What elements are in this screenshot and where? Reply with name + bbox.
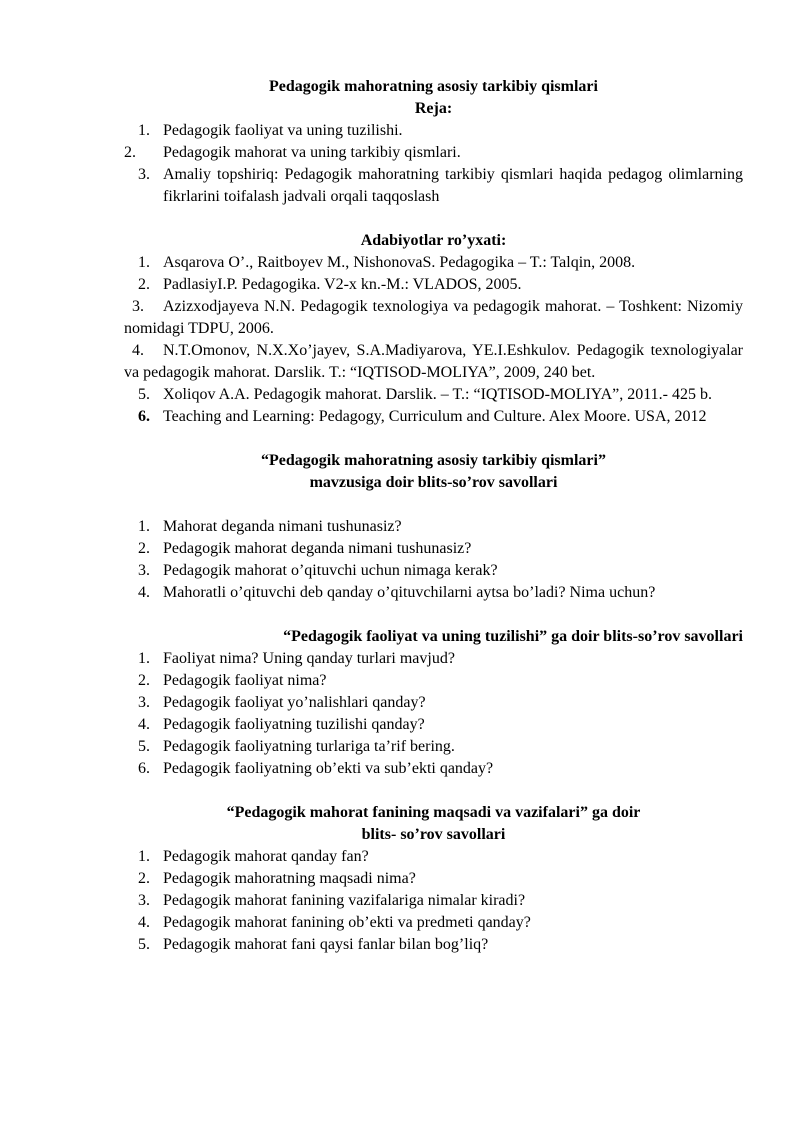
list-item <box>124 274 743 296</box>
list-item <box>124 868 743 890</box>
list-item <box>124 736 743 758</box>
item-number: 1. <box>138 254 150 271</box>
item-text: Pedagogik mahorat deganda nimani tushunasiz? <box>163 540 472 557</box>
item-text: Pedagogik faoliyat va uning tuzilishi. <box>163 122 403 139</box>
list-item <box>124 538 743 560</box>
section3-title-line2: blits- so’rov savollari <box>361 826 506 843</box>
item-text: Pedagogik faoliyatning turlariga ta’rif bering. <box>163 738 455 755</box>
item-text: Pedagogik mahorat fani qaysi fanlar bilan bog’liq? <box>163 936 489 953</box>
document-title: Pedagogik mahoratning asosiy tarkibiy qismlari <box>269 78 598 95</box>
item-number: 4. <box>138 914 150 931</box>
item-number: 6. <box>138 408 150 425</box>
list-item <box>124 714 743 736</box>
item-number: 4. <box>132 342 144 359</box>
item-text: Xoliqov A.A. Pedagogik mahorat. Darslik. – T.: “IQTISOD-MOLIYA”, 2011.- 425 b. <box>163 386 712 403</box>
item-text: Amaliy topshiriq: Pedagogik mahoratning tarkibiy qismlari haqida pedagog olimlarning fikrlarini toifalash jadvali orqali taqqoslash <box>163 166 743 205</box>
item-text: Azizxodjayeva N.N. Pedagogik texnologiya va pedagogik mahorat. – Toshkent: Nizomiy nomidagi TDPU, 2006. <box>124 298 743 337</box>
item-number: 2. <box>138 672 150 689</box>
item-text: Pedagogik mahorat va uning tarkibiy qismlari. <box>163 144 461 161</box>
item-number: 6. <box>138 760 150 777</box>
item-text: Pedagogik faoliyatning tuzilishi qanday? <box>163 716 425 733</box>
item-text: Pedagogik mahorat fanining ob’ekti va predmeti qanday? <box>163 914 531 931</box>
list-item <box>124 890 743 912</box>
document-page <box>124 76 743 956</box>
list-item <box>124 648 743 670</box>
item-text: Teaching and Learning: Pedagogy, Curriculum and Culture. Alex Moore. USA, 2012 <box>163 408 707 425</box>
list-item <box>124 846 743 868</box>
literature-list <box>124 252 743 428</box>
item-text: N.T.Omonov, N.X.Xo’jayev, S.A.Madiyarova, YE.I.Eshkulov. Pedagogik texnologiyalar va pedagogik mahorat. Darslik. T.: “IQTISOD-MOLIYA”, 2009, 240 bet. <box>124 342 743 381</box>
section3-title-line1: “Pedagogik mahorat fanining maqsadi va vazifalari” ga doir <box>226 804 641 821</box>
list-item <box>124 340 743 384</box>
section3-questions <box>124 846 743 956</box>
list-item <box>124 142 743 164</box>
item-number: 3. <box>138 166 150 183</box>
item-number: 3. <box>138 562 150 579</box>
item-text: Pedagogik faoliyatning ob’ekti va sub’ekti qanday? <box>163 760 494 777</box>
item-number: 1. <box>138 650 150 667</box>
item-number: 1. <box>138 122 150 139</box>
item-text: Pedagogik faoliyat nima? <box>163 672 327 689</box>
item-number: 5. <box>138 386 150 403</box>
item-number: 5. <box>138 936 150 953</box>
item-number: 1. <box>138 848 150 865</box>
plan-list <box>124 120 743 208</box>
list-item <box>124 296 743 340</box>
list-item <box>124 516 743 538</box>
item-number: 1. <box>138 518 150 535</box>
item-number: 5. <box>138 738 150 755</box>
item-text: Pedagogik mahorat fanining vazifalariga nimalar kiradi? <box>163 892 526 909</box>
item-text: Pedagogik mahoratning maqsadi nima? <box>163 870 416 887</box>
item-text: Pedagogik mahorat qanday fan? <box>163 848 369 865</box>
list-item <box>124 670 743 692</box>
section1-questions <box>124 516 743 604</box>
section2-title: “Pedagogik faoliyat va uning tuzilishi” ga doir blits-so’rov savollari <box>283 628 743 645</box>
list-item <box>124 934 743 956</box>
item-number: 2. <box>124 144 136 161</box>
list-item <box>124 384 743 406</box>
item-number: 4. <box>138 584 150 601</box>
plan-heading: Reja: <box>414 100 453 117</box>
item-text: Pedagogik mahorat o’qituvchi uchun nimaga kerak? <box>163 562 498 579</box>
list-item <box>124 692 743 714</box>
item-text: Asqarova O’., Raitboyev M., NishonovaS. Pedagogika – T.: Talqin, 2008. <box>163 254 636 271</box>
list-item <box>124 560 743 582</box>
item-text: Faoliyat nima? Uning qanday turlari mavjud? <box>163 650 455 667</box>
list-item <box>124 406 743 428</box>
item-text: Mahoratli o’qituvchi deb qanday o’qituvchilarni aytsa bo’ladi? Nima uchun? <box>163 584 656 601</box>
item-text: Mahorat deganda nimani tushunasiz? <box>163 518 402 535</box>
literature-heading: Adabiyotlar ro’yxati: <box>360 232 507 249</box>
item-number: 3. <box>138 694 150 711</box>
section1-title-line1: “Pedagogik mahoratning asosiy tarkibiy qismlari” <box>261 452 606 469</box>
section2-questions <box>124 648 743 780</box>
item-number: 2. <box>138 870 150 887</box>
item-number: 3. <box>132 298 144 315</box>
list-item <box>124 120 743 142</box>
section1-title-line2: mavzusiga doir blits-so’rov savollari <box>309 474 558 491</box>
list-item <box>124 758 743 780</box>
item-text: Pedagogik faoliyat yo’nalishlari qanday? <box>163 694 426 711</box>
list-item <box>124 582 743 604</box>
item-number: 4. <box>138 716 150 733</box>
item-number: 2. <box>138 276 150 293</box>
list-item <box>124 164 743 208</box>
item-number: 3. <box>138 892 150 909</box>
item-number: 2. <box>138 540 150 557</box>
item-text: PadlasiyI.P. Pedagogika. V2-x kn.-M.: VLADOS, 2005. <box>163 276 522 293</box>
list-item <box>124 912 743 934</box>
list-item <box>124 252 743 274</box>
